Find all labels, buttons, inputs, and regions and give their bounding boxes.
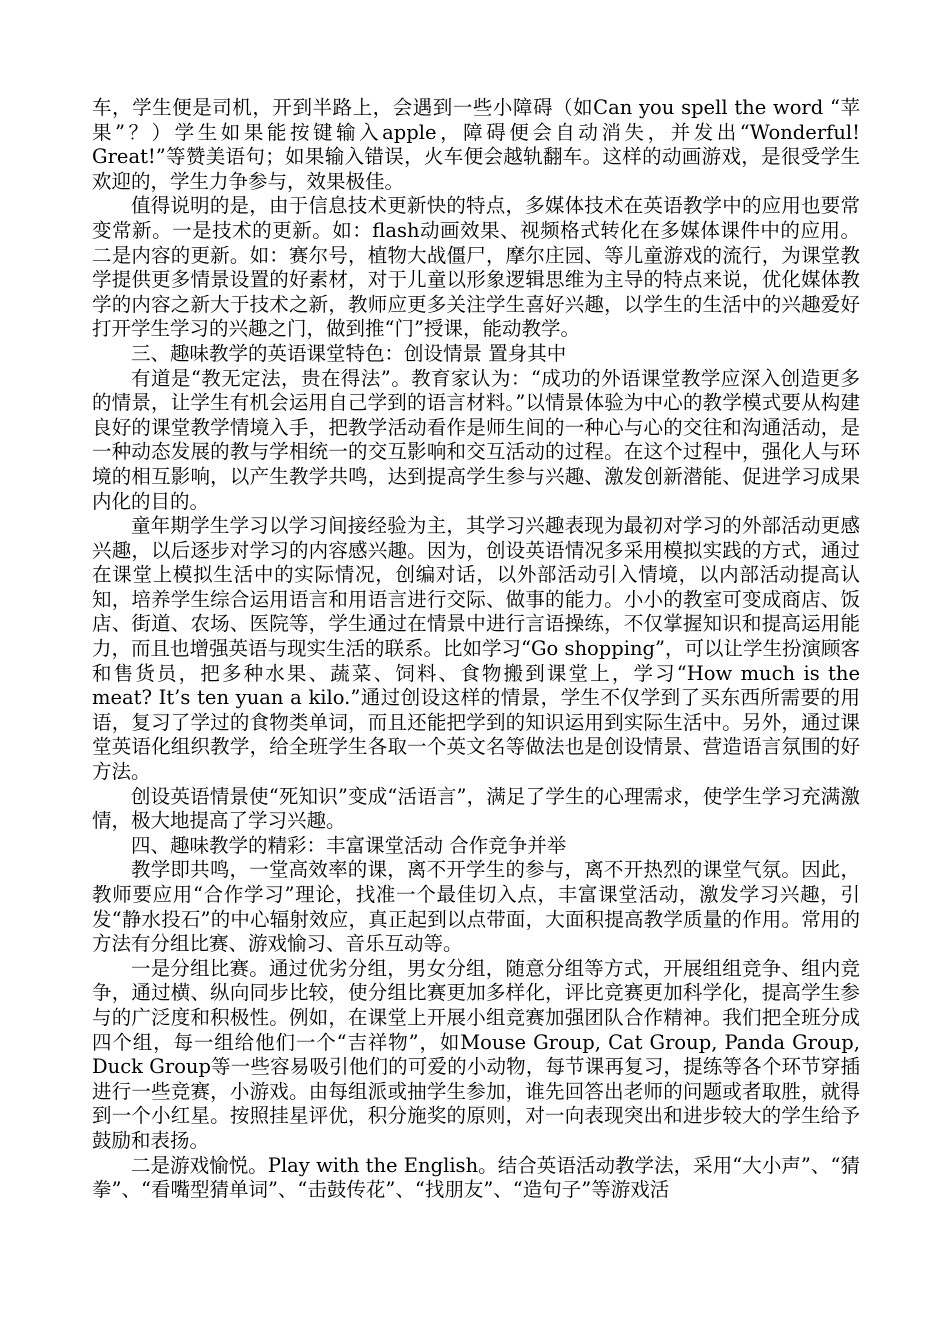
paragraph: 一是分组比赛。通过优劣分组，男女分组，随意分组等方式，开展组组竞争、组内竞争，通过横、纵向同步比较，使分组比赛更加多样化，评比竞赛更加科学化，提高学生参与的广泛度和积极性。例如，在课堂上开展小组竞赛加强团队合作精神。我们把全班分成四个组，每一组给他们一个“吉祥物”，如Mouse Group, Cat Group, Panda Group, Duck Group等一些容易吸引他们的可爱的小动物，每节课再复习，提练等各个环节穿插进行一些竞赛，小游戏。由每组派或抽学生参加，谁先回答出老师的问题或者取胜，就得到一个小红星。按照挂星评优，积分施奖的原则，对一向表现突出和进步较大的学生给予鼓励和表扬。 [92, 956, 860, 1152]
paragraph: 二是游戏愉悦。Play with the English。结合英语活动教学法，采用“大小声”、“猜拳”、“看嘴型猜单词”、“击鼓传花”、“找朋友”、“造句子”等游戏活 [92, 1153, 860, 1202]
paragraph: 车，学生便是司机，开到半路上，会遇到一些小障碍（如Can you spell the word “苹果”？）学生如果能按键输入apple，障碍便会自动消失，并发出“Wonderful! Great!”等赞美语句；如果输入错误，火车便会越轨翻车。这样的动画游戏，是很受学生欢迎的，学生力争参与，效果极佳。 [92, 96, 860, 193]
paragraph: 创设英语情景使“死知识”变成“活语言”，满足了学生的心理需求，使学生学习充满激情，极大地提高了学习兴趣。 [92, 784, 860, 833]
paragraph: 值得说明的是，由于信息技术更新快的特点，多媒体技术在英语教学中的应用也要常变常新。一是技术的更新。如：flash动画效果、视频格式转化在多媒体课件中的应用。二是内容的更新。如：赛尔号，植物大战僵尸，摩尔庄园、等儿童游戏的流行，为课堂教学提供更多情景设置的好素材，对于儿童以形象逻辑思维为主导的特点来说，优化媒体教学的内容之新大于技术之新，教师应更多关注学生喜好兴趣，以学生的生活中的兴趣爱好打开学生学习的兴趣之门，做到推“门”授课，能动教学。 [92, 194, 860, 341]
section-heading: 四、趣味教学的精彩：丰富课堂活动 合作竞争并举 [131, 833, 567, 857]
paragraph: 童年期学生学习以学习间接经验为主，其学习兴趣表现为最初对学习的外部活动更感兴趣，以后逐步对学习的内容感兴趣。因为，创设英语情况多采用模拟实践的方式，通过在课堂上模拟生活中的实际情况，创编对话，以外部活动引入情境，以内部活动提高认知，培养学生综合运用语言和用语言进行交际、做事的能力。小小的教室可变成商店、饭店、街道、农场、医院等，学生通过在情景中进行言语操练，不仅掌握知识和提高运用能力，而且也增强英语与现实生活的联系。比如学习“Go shopping”，可以让学生扮演顾客和售货员，把多种水果、蔬菜、饲料、食物搬到课堂上，学习“How much is the meat? It’s ten yuan a kilo.”通过创设这样的情景，学生不仅学到了买东西所需要的用语，复习了学过的食物类单词，而且还能把学到的知识运用到实际生活中。另外，通过课堂英语化组织教学，给全班学生各取一个英文名等做法也是创设情景、营造语言氛围的好方法。 [92, 514, 861, 784]
section-heading: 三、趣味教学的英语课堂特色：创设情景 置身其中 [131, 341, 567, 365]
paragraph: 教学即共鸣，一堂高效率的课，离不开学生的参与，离不开热烈的课堂气氛。因此，教师要应用“合作学习”理论，找准一个最佳切入点，丰富课堂活动，激发学习兴趣，引发“静水投石”的中心辐射效应，真正起到以点带面，大面积提高教学质量的作用。常用的方法有分组比赛、游戏愉习、音乐互动等。 [92, 858, 860, 956]
paragraph: 有道是“教无定法，贵在得法”。教育家认为：“成功的外语课堂教学应深入创造更多的情景，让学生有机会运用自己学到的语言材料。”以情景体验为中心的教学模式要从构建良好的课堂教学情境入手，把教学活动看作是师生间的一种心与心的交往和沟通活动，是一种动态发展的教与学相统一的交互影响和交互活动的过程。在这个过程中，强化人与环境的相互影响，以产生教学共鸣，达到提高学生参与兴趣、激发创新潜能、促进学习成果内化的目的。 [92, 366, 860, 513]
document-body [92, 96, 860, 1203]
